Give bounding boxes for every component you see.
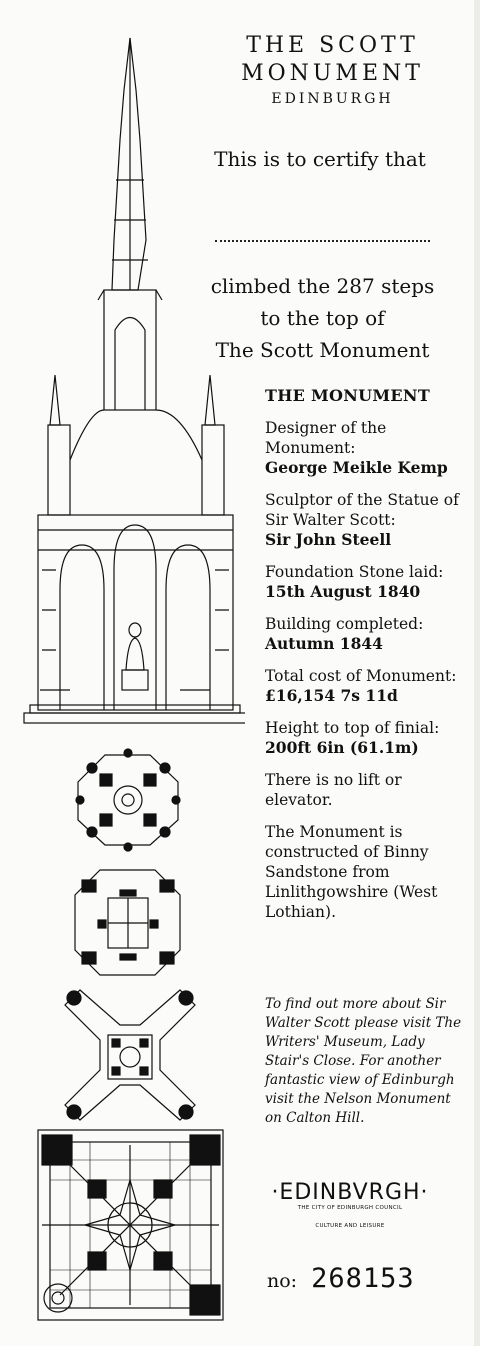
fact-value: Autumn 1844 bbox=[265, 634, 383, 653]
title-line-2: MONUMENT bbox=[241, 61, 424, 86]
logo-department: CULTURE AND LEISURE bbox=[315, 1223, 385, 1229]
climb-line-1: climbed the 287 steps bbox=[210, 274, 435, 298]
fact-value: 15th August 1840 bbox=[265, 582, 421, 601]
section-title: THE MONUMENT bbox=[265, 386, 431, 405]
fact-lift bbox=[265, 770, 465, 810]
fact-foundation bbox=[265, 562, 465, 602]
ticket-number bbox=[267, 1263, 415, 1294]
fact-value: 200ft 6in (61.1m) bbox=[265, 738, 419, 757]
monument-illustration bbox=[20, 30, 245, 1330]
fact-material bbox=[265, 822, 465, 922]
floor-plan-3 bbox=[65, 990, 195, 1120]
fact-label: Height to top of finial: bbox=[265, 719, 440, 737]
fact-cost bbox=[265, 666, 465, 706]
ticket-label: no: bbox=[267, 1270, 298, 1292]
fact-value: Sir John Steell bbox=[265, 530, 392, 549]
fact-label: There is no lift or elevator. bbox=[265, 771, 402, 809]
fact-designer bbox=[265, 418, 465, 478]
fact-label: Foundation Stone laid: bbox=[265, 563, 444, 581]
fact-label: The Monument is constructed of Binny Sandstone from Linlithgowshire (West Lothian). bbox=[265, 823, 438, 921]
fact-label: Designer of the Monument: bbox=[265, 419, 387, 457]
floor-plan-1 bbox=[76, 749, 180, 851]
fact-height bbox=[265, 718, 465, 758]
climb-line-3: The Scott Monument bbox=[215, 338, 430, 362]
title-line-3: EDINBURGH bbox=[271, 91, 394, 107]
name-dotted-line bbox=[215, 240, 430, 242]
certify-text: This is to certify that bbox=[214, 147, 426, 171]
logo-wordmark: ·EDINBVRGH· bbox=[271, 1180, 429, 1205]
fact-sculptor bbox=[265, 490, 465, 550]
title-line-1: THE SCOTT bbox=[246, 33, 419, 58]
climb-text bbox=[210, 270, 435, 366]
fact-completed bbox=[265, 614, 465, 654]
logo-council: THE CITY OF EDINBURGH COUNCIL bbox=[297, 1205, 403, 1211]
fact-label: Total cost of Monument: bbox=[265, 667, 457, 685]
more-info-note: To find out more about Sir Walter Scott please visit The Writers' Museum, Lady Stair's Close. For another fantastic view of Edinburgh visit the Nelson Monument on Calton Hill. bbox=[265, 996, 462, 1126]
fact-value: £16,154 7s 11d bbox=[265, 686, 398, 705]
paper-edge bbox=[474, 0, 480, 1346]
edinburgh-council-logo bbox=[270, 1180, 430, 1229]
climb-line-2: to the top of bbox=[260, 306, 385, 330]
fact-label: Sculptor of the Statue of Sir Walter Scott: bbox=[265, 491, 459, 529]
monument-facts bbox=[265, 386, 465, 934]
floor-plan-2 bbox=[75, 870, 180, 975]
fact-value: George Meikle Kemp bbox=[265, 458, 448, 477]
ticket-value: 268153 bbox=[311, 1263, 415, 1294]
floor-plan-4 bbox=[38, 1130, 223, 1320]
fact-label: Building completed: bbox=[265, 615, 424, 633]
